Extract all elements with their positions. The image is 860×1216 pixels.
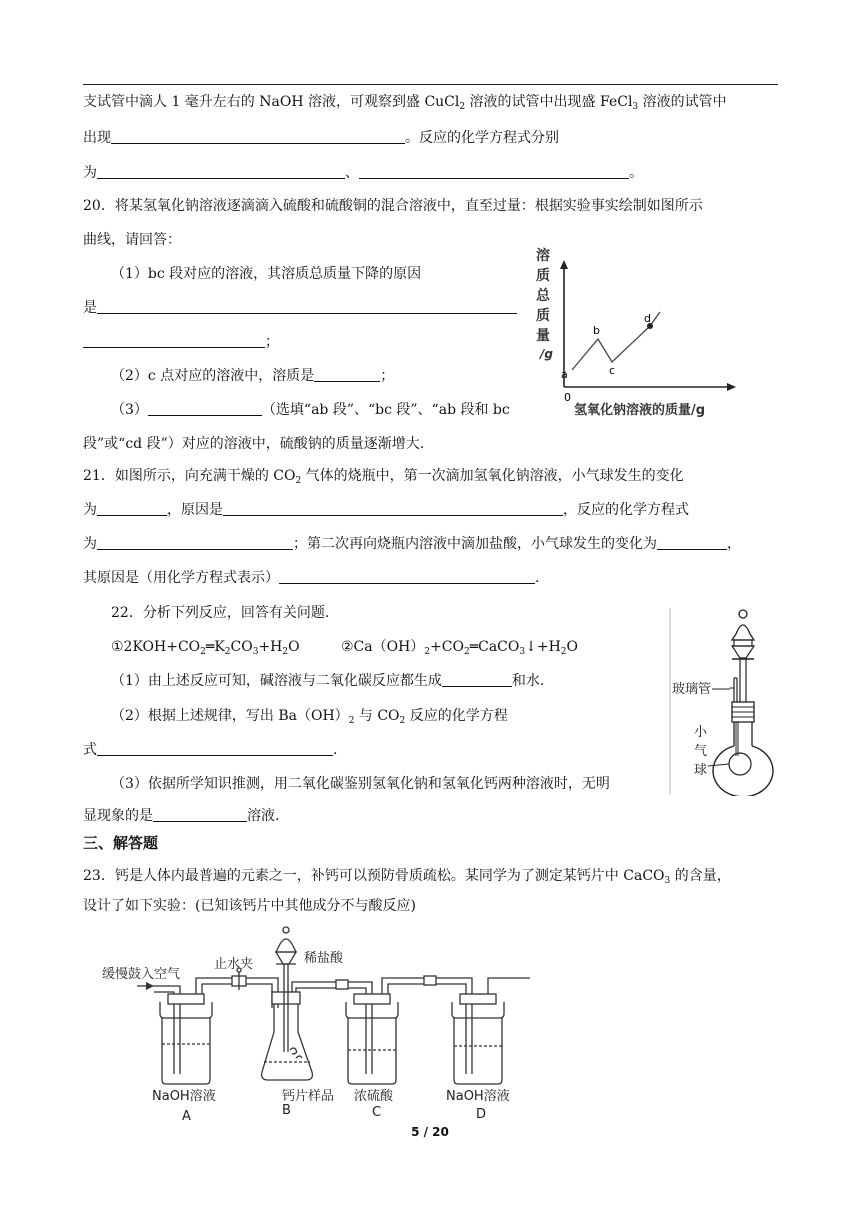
- bottle-a-content: NaOH溶液: [152, 1089, 216, 1104]
- balloon-label: [694, 725, 708, 778]
- svg-text:质: 质: [536, 268, 550, 284]
- q20-part1-a: （1）bc 段对应的溶液，其溶质总质量下降的原因: [111, 266, 422, 282]
- apparatus-diagram: [92, 922, 532, 1122]
- answer-blank[interactable]: [223, 500, 563, 516]
- q22-part3-b: 显现象的是 溶液.: [83, 808, 280, 824]
- svg-text:总: 总: [536, 288, 550, 304]
- q21-stem-1: 21．如图所示，向充满干燥的 $CO_2$ 气体的烧瓶中，第一次滴加氢氧化钠溶液，小气球发生的变化: [83, 468, 684, 486]
- q23-stem-2: 设计了如下实验：(已知该钙片中其他成分不与酸反应): [83, 898, 416, 914]
- section-heading: 三、解答题: [83, 834, 159, 852]
- answer-blank[interactable]: [279, 568, 535, 584]
- q19-line-1: 支试管中滴人 1 毫升左右的 NaOH 溶液，可观察到盛 CuCl$_2$ 溶液的试管中出现盛 FeCl$_3$ 溶液的试管中: [83, 94, 727, 112]
- graph-point-d: d: [644, 312, 651, 325]
- header-rule: [83, 84, 778, 85]
- graph-origin: 0: [564, 391, 571, 404]
- answer-blank[interactable]: [97, 740, 333, 756]
- q20-stem-2: 曲线，请回答：: [83, 232, 181, 248]
- flask-b-letter: B: [282, 1103, 291, 1118]
- page-number: 5 / 20: [411, 1125, 449, 1139]
- bottle-d-content: NaOH溶液: [446, 1089, 510, 1104]
- q20-stem-1: 20．将某氢氧化钠溶液逐滴滴入硫酸和硫酸铜的混合溶液中，直至过量：根据实验事实绘制如图所示: [83, 198, 703, 214]
- q20-part3-b: 段”或“cd 段”）对应的溶液中，硫酸钠的质量逐渐增大.: [83, 436, 425, 452]
- svg-text:小: 小: [694, 725, 708, 740]
- bottle-d-letter: D: [476, 1107, 487, 1122]
- answer-blank[interactable]: [97, 534, 293, 550]
- graph-point-a: a: [561, 368, 568, 381]
- q22-part1: （1）由上述反应可知，碱溶液与二氧化碳反应都生成 和水.: [111, 673, 545, 689]
- answer-blank[interactable]: [111, 128, 405, 144]
- acid-label: 稀盐酸: [304, 951, 344, 966]
- air-label: 缓慢鼓入空气: [102, 967, 181, 982]
- answer-blank[interactable]: [97, 163, 345, 179]
- glass-tube-label: 玻璃管: [672, 682, 712, 697]
- answer-blank[interactable]: [442, 671, 512, 687]
- svg-text:质: 质: [536, 308, 550, 324]
- svg-text:/g: /g: [540, 347, 553, 361]
- svg-text:溶: 溶: [536, 248, 550, 264]
- answer-blank[interactable]: [314, 366, 380, 382]
- q20-part1-c: ；: [83, 332, 279, 352]
- q22-stem: 22．分析下列反应，回答有关问题.: [111, 605, 330, 621]
- q22-part2-b: 式 .: [83, 742, 338, 758]
- answer-blank[interactable]: [148, 400, 262, 416]
- answer-blank[interactable]: [83, 332, 265, 348]
- graph-point-b: b: [593, 324, 600, 337]
- small-balloon: [729, 753, 751, 775]
- flask-b-content: 钙片样品: [282, 1089, 335, 1104]
- q22-equation-1: $①2KOH+CO_2═K_2CO_3+H_2O$: [111, 639, 300, 657]
- bottle-c-letter: C: [372, 1105, 382, 1120]
- q21-stem-2: 为 ，原因是 ，反应的化学方程式: [83, 502, 689, 518]
- answer-blank[interactable]: [657, 534, 727, 550]
- answer-blank[interactable]: [153, 806, 247, 822]
- graph-x-label: 氢氧化钠溶液的质量/g: [574, 403, 706, 418]
- q21-stem-4: 其原因是（用化学方程式表示） .: [83, 570, 540, 586]
- q22-part3-a: （3）依据所学知识推测，用二氧化碳鉴别氢氧化钠和氢氧化钙两种溶液时，无明: [111, 776, 610, 792]
- clamp-label: 止水夹: [214, 957, 254, 972]
- q22-equation-2: $②Ca(OH)_2+CO_2═CaCO_3↓+H_2O$: [341, 639, 578, 657]
- graph-y-label: [536, 247, 553, 361]
- q20-part3-a: （3） （选填“ab 段”、“bc 段”、“ab 段和 bc: [111, 402, 510, 418]
- bottle-c-content: 浓硫酸: [354, 1089, 394, 1104]
- svg-text:量: 量: [536, 328, 550, 344]
- graph-x-arrow: [727, 383, 736, 391]
- bottle-a-letter: A: [182, 1109, 191, 1122]
- svg-text:气: 气: [694, 744, 708, 759]
- q23-stem-1: 23．钙是人体内最普遍的元素之一，补钙可以预防骨质疏松。某同学为了测定某钙片中 CaCO$_3$ 的含量，: [83, 868, 731, 886]
- q19-line-3: 为 、 。: [83, 165, 643, 181]
- answer-blank[interactable]: [359, 163, 629, 179]
- graph-point-c: c: [609, 364, 616, 377]
- q19-line-2: 出现 。反应的化学方程式分别: [83, 130, 559, 146]
- q20-part2: （2）c 点对应的溶液中，溶质是 ；: [111, 368, 395, 384]
- balloon-flask-figure: [668, 606, 778, 796]
- svg-text:球: 球: [694, 763, 708, 778]
- graph-y-arrow: [560, 260, 568, 269]
- answer-blank[interactable]: [97, 298, 517, 314]
- q22-part2-a: （2）根据上述规律，写出 $Ba(OH)_2$ 与 $CO_2$ 反应的化学方程: [111, 708, 508, 726]
- q21-stem-3: 为 ；第二次再向烧瓶内溶液中滴加盐酸，小气球发生的变化为 ，: [83, 536, 741, 552]
- solute-mass-graph: [532, 244, 744, 420]
- q20-part1-b: 是: [83, 298, 517, 318]
- answer-blank[interactable]: [97, 500, 167, 516]
